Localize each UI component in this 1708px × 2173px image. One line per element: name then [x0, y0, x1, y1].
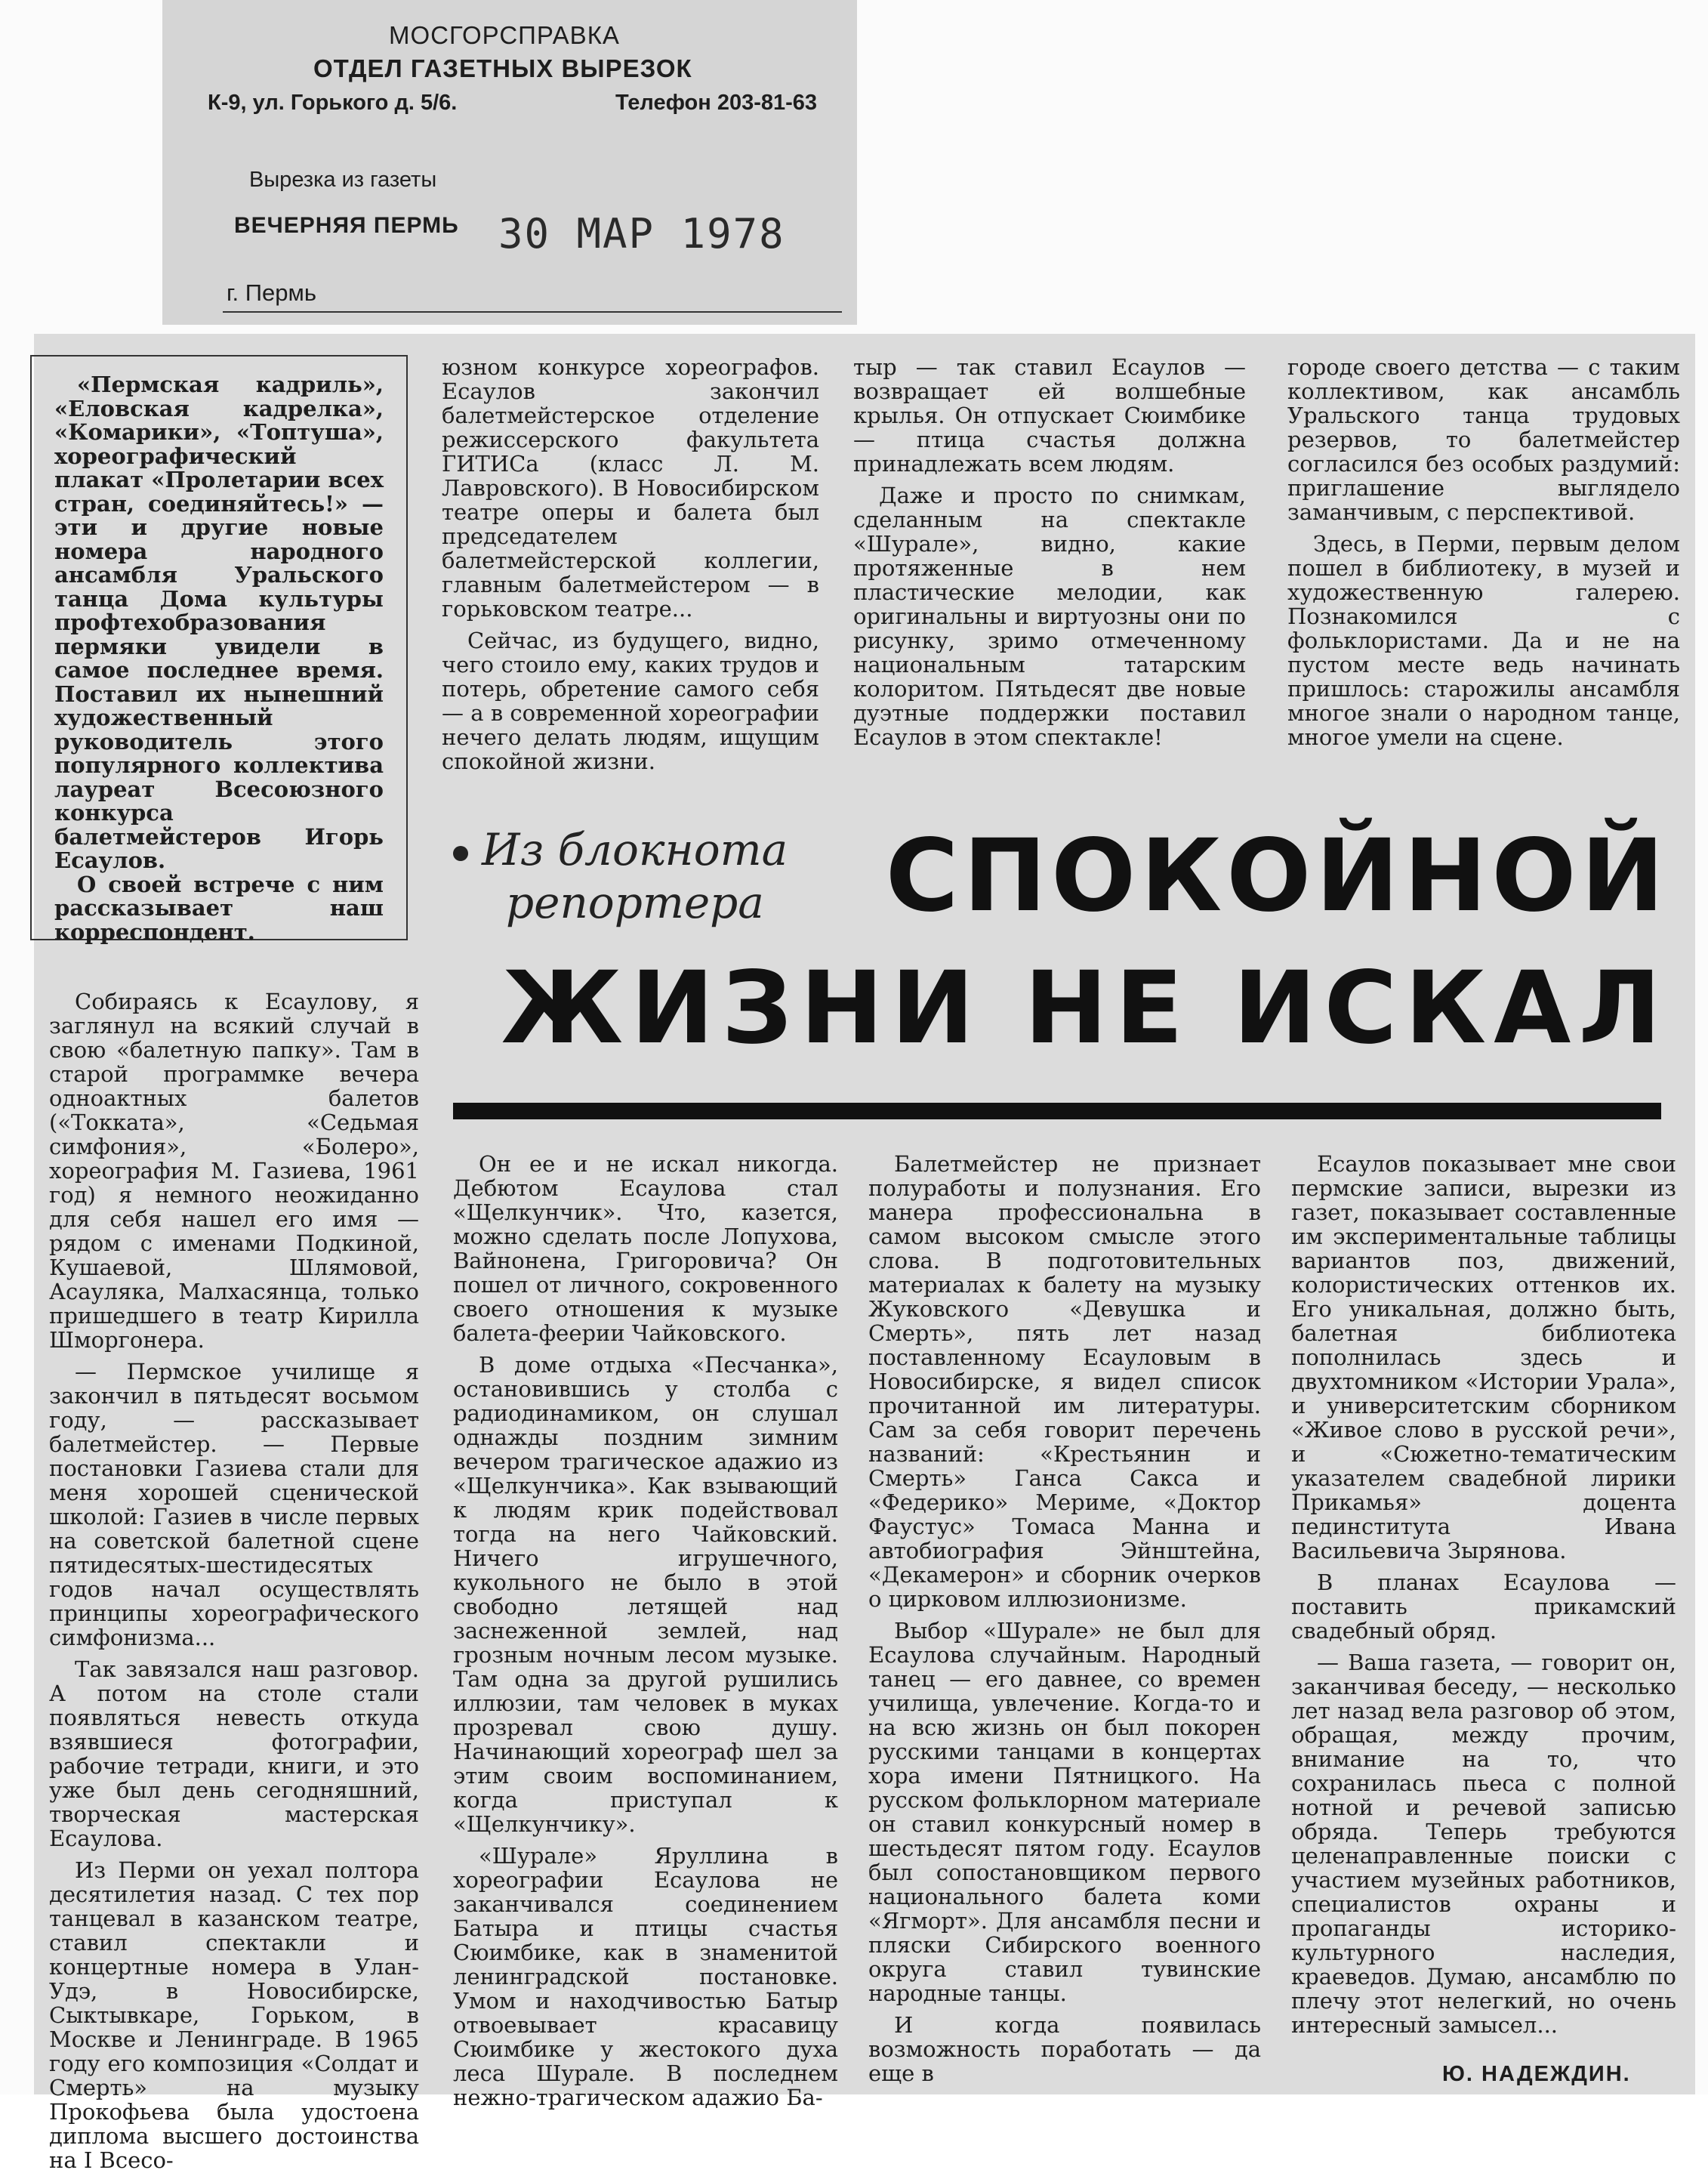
article-paragraph: — Ваша газета, — говорит он, заканчивая беседу, — несколько лет назад вела разговор об этом, обращая, между прочим, внимание на то, что сохранилась пьеса с полной нотной и речевой записью обряда. Теперь требуются целенаправленные поиски с участием музейных работников, специалистов охраны и пропаганды историко-культурного наследия, краеведов. Думаю, ансамблю по плечу этот нелегкий, но очень интересный замысел...: [1291, 1650, 1676, 2038]
article-paragraph: Из Перми он уехал полтора десятилетия назад. С тех пор танцевал в казанском театре, ставил спектакли и концертные номера в Улан-Удэ, в Новосибирске, Сыктывкаре, Горьком, в Москве и Ленинграде. В 1965 году его композиция «Солдат и Смерть» на музыку Прокофьева была удостоена диплома высшего достоинства на I Всесо-: [49, 1857, 419, 2173]
author-signature: Ю. НАДЕЖДИН.: [1442, 2062, 1631, 2086]
article-paragraph: Сейчас, из будущего, видно, чего стоило ему, каких трудов и потерь, обретение самого себя — а в современной хореографии нечего делать людям, ищущим спокойной жизни.: [442, 628, 819, 774]
date-stamp: 30 МАР 1978: [498, 210, 785, 258]
article-paragraph: юзном конкурсе хореографов. Есаулов закончил балетмейстерское отделение режиссерского факультета ГИТИСа (класс Л. М. Лавровского). В Новосибирском театре оперы и балета был председателем балетмейстерской коллегии, главным балетмейстером — в горьковском театре...: [442, 354, 819, 622]
article-paragraph: Так завязался наш разговор. А потом на столе стали появляться невесть откуда взявшиеся фотографии, рабочие тетради, книги, и это уже был день сегодняшний, творческая мастерская Есаулова.: [49, 1656, 419, 1851]
lead-paragraph: «Пермская кадриль», «Еловская кадрелка», «Комарики», «Топтуша», хореографический плакат «Пролетарии всех стран, соединяйтесь!» — эти и другие новые номера народного ансамбля Уральского танца Дома культуры профтехобразования пермяки увидели в самое последнее время. Поставил их нынешний художественный руководитель этого популярного коллектива лауреат Всесоюзного конкурса балетмейстеров Игорь Есаулов.: [54, 372, 384, 873]
article-paragraph: «Шурале» Яруллина в хореографии Есаулова не заканчивался соединением Батыра и птицы счастья Сюимбике, как в знаменитой ленинградской постановке. Умом и находчивостью Батыр отвоевывает красавицу Сюимбике у жестокого духа леса Шурале. В последнем нежно-трагическом адажио Ба-: [453, 1843, 838, 2110]
article-paragraph: И когда появилась возможность поработать — да еще в: [868, 2012, 1261, 2086]
rubric-line-2: репортера: [506, 877, 764, 928]
article-paragraph: Балетмейстер не признает полуработы и полузнания. Его манера профессиональна в самом высоком смысле этого слова. В подготовительных материалах к балету на музыку Жуковского «Девушка и Смерть», пять лет назад поставленному Есауловым в Новосибирске, я видел список прочитанной им литературы. Сам за себя говорит перечень названий: «Крестьянин и Смерть» Ганса Сакса и «Федерико» Мериме, «Доктор Фаустус» Томаса Манна и автобиография Эйнштейна, «Декамерон» и сборник очерков о цирковом иллюзионизме.: [868, 1151, 1261, 1612]
article-column-top-2: [442, 355, 819, 778]
article-column-top-3: [853, 355, 1246, 778]
lead-paragraph: О своей встрече с ним рассказывает наш корреспондент.: [54, 871, 384, 945]
article-lead-box: [30, 355, 408, 945]
headline-line-2: ЖИЗНИ НЕ ИСКАЛ: [501, 950, 1669, 1066]
card-divider: [223, 311, 842, 313]
article-paragraph: тыр — так ставил Есаулов — возвращает ей волшебные крылья. Он отпускает Сюимбике — птица счастья должна принадлежать всем людям.: [853, 354, 1246, 477]
article-column-top-4: [1287, 355, 1680, 778]
department-name: ОТДЕЛ ГАЗЕТНЫХ ВЫРЕЗОК: [313, 54, 692, 82]
newspaper-city: г. Пермь: [227, 279, 316, 306]
rubric-line-1: Из блокнота: [482, 824, 788, 875]
headline-line-1: СПОКОЙНОЙ: [885, 818, 1669, 934]
article-paragraph: городе своего детства — с таким коллективом, как ансамбль Уральского танца трудовых резервов, то балетмейстер согласился без особых раздумий: приглашение выглядело заманчивым, с перспективой.: [1287, 354, 1680, 525]
agency-address: К-9, ул. Горького д. 5/6.: [208, 91, 458, 115]
article-paragraph: Даже и просто по снимкам, сделанным на спектакле «Шурале», видно, какие протяженные в нем пластические мелодии, как оригинальны и виртуозны они по рисунку, зримо отмеченному национальным татарским колоритом. Пятьдесят две новые дуэтные поддержки поставил Есаулов в этом спектакле!: [853, 483, 1246, 750]
article-paragraph: Здесь, в Перми, первым делом пошел в библиотеку, в музей и художественную галерею. Познакомился с фольклористами. Да и не на пустом месте ведь начинать пришлось: старожилы ансамбля многое знали о народном танце, многое умели на сцене.: [1287, 531, 1680, 750]
article-paragraph: В доме отдыха «Песчанка», остановившись у столба с радиодинамиком, он слушал однажды поздним зимним вечером трагическое адажио из «Щелкунчика». Как взывающий к людям крик подействовал тогда на него Чайковский. Ничего игрушечного, кукольного не было в этой свободно летящей над заснеженной землей, над грозным ночным лесом музыке. Там одна за другой рушились иллюзии, там человек в муках прозревал свою душу. Начинающий хореограф шел за этим своим воспоминанием, когда приступал к «Щелкунчику».: [453, 1352, 838, 1837]
article-paragraph: Собираясь к Есаулову, я заглянул на всякий случай в свою «балетную папку». Там в старой программке вечера одноактных балетов («Токката», «Седьмая симфония», «Болеро», хореография М. Газиева, 1961 год) я немного неожиданно для себя нашел его имя — рядом с именами Подкиной, Кушаевой, Шлямовой, Асауляка, Малхасянца, только пришедшего в театр Кирилла Шморгонера.: [49, 989, 419, 1353]
article-paragraph: Он ее и не искал никогда. Дебютом Есаулова стал «Щелкунчик». Что, казется, можно сделать после Лопухова, Вайнонена, Григоровича? Он пошел от личного, сокровенного своего отношения к музыке балета-феерии Чайковского.: [453, 1151, 838, 1346]
article-column-bottom-3: [868, 1152, 1261, 2092]
bullet-dot: [453, 846, 468, 861]
article-paragraph: — Пермское училище я закончил в пятьдесят восьмом году, — рассказывает балетмейстер. — Первые постановки Газиева стали для меня хорошей сценической школой: Газиев в числе первых на советской балетной сцене пятидесятых-шестидесятых годов начал осуществлять принципы хореографического симфонизма...: [49, 1359, 419, 1650]
article-paragraph: Выбор «Шурале» не был для Есаулова случайным. Народный танец — его давнее, со времен училища, увлечение. Когда-то и на всю жизнь он был покорен русскими танцами в концертах хора имени Пятницкого. На русском фольклорном материале он ставил конкурсный номер в шестьдесят пятом году. Есаулов был сопостановщиком первого национального балета коми «Ягморт». Для ансамбля песни и пляски Сибирского военного округа ставил тувинские народные танцы.: [868, 1618, 1261, 2006]
clipping-header-card: [162, 0, 857, 325]
article-column-bottom-1: [49, 989, 419, 2173]
rubric: [453, 823, 788, 929]
article-paragraph: Есаулов показывает мне свои пермские записи, вырезки из газет, показывает составленные им экспериментальные таблицы вариантов поз, движений, колористических оттенков их. Его уникальная, должно быть, балетная библиотека пополнилась здесь и двухтомником «Истории Урала», и университетским сборником «Живое слово в русской речи», и «Сюжетно-тематическим указателем свадебной лирики Прикамья» доцента пединститута Ивана Васильевича Зырянова.: [1291, 1151, 1676, 1563]
agency-name: МОСГОРСПРАВКА: [389, 21, 620, 49]
agency-phone: Телефон 203-81-63: [615, 91, 818, 115]
article-column-bottom-2: [453, 1151, 838, 2110]
newspaper-name: ВЕЧЕРНЯЯ ПЕРМЬ: [234, 213, 459, 238]
article-column-bottom-4: [1291, 1152, 1676, 2054]
headline-rule: [453, 1103, 1661, 1119]
cutting-label: Вырезка из газеты: [249, 168, 437, 192]
article-paragraph: В планах Есаулова — поставить прикамский свадебный обряд.: [1291, 1570, 1676, 1644]
